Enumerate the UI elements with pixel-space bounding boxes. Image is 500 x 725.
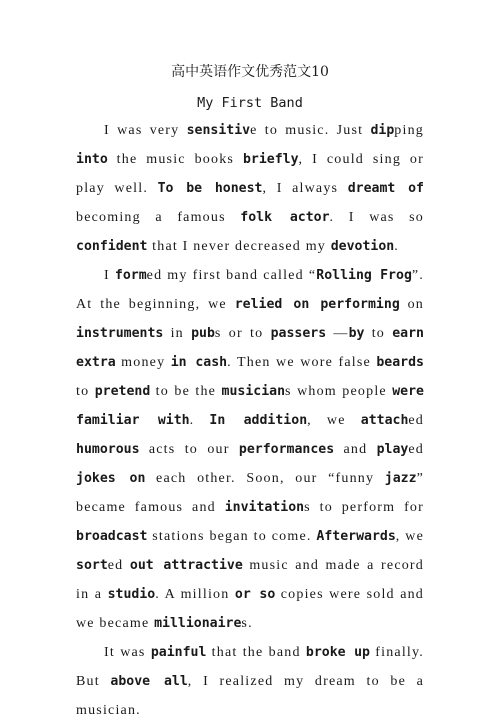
vocabulary-keyword: invitation <box>224 500 305 515</box>
vocabulary-keyword: or so <box>234 587 276 602</box>
essay-paragraph <box>76 116 424 261</box>
vocabulary-keyword: form <box>114 268 147 283</box>
vocabulary-keyword: sort <box>76 558 108 573</box>
vocabulary-keyword: devotion <box>330 239 395 254</box>
paragraph-text: money <box>115 355 171 370</box>
essay-paragraph <box>76 261 424 638</box>
vocabulary-keyword: above all <box>110 674 188 689</box>
paragraph-text: I <box>104 268 115 283</box>
vocabulary-keyword: jazz <box>384 471 417 486</box>
paragraph-text: to be the <box>150 384 222 399</box>
vocabulary-keyword: attach <box>360 413 409 428</box>
vocabulary-keyword: into <box>76 152 108 167</box>
paragraph-text: , we <box>307 413 361 428</box>
vocabulary-keyword: broke up <box>305 645 370 660</box>
paragraph-text: ed <box>408 413 425 428</box>
vocabulary-keyword: sensitiv <box>186 123 251 138</box>
document-title: 高中英语作文优秀范文10 <box>171 64 329 80</box>
paragraph-text: , I realized my dream to be a musician. <box>76 674 424 718</box>
vocabulary-keyword: were familiar with <box>76 384 424 428</box>
vocabulary-keyword: folk actor <box>240 210 330 225</box>
paragraph-text: s. <box>241 616 253 631</box>
vocabulary-keyword: millionaire <box>154 616 242 631</box>
paragraph-text: to <box>364 326 393 341</box>
vocabulary-keyword: beards <box>376 355 424 370</box>
vocabulary-keyword: briefly <box>242 152 299 167</box>
vocabulary-keyword: broadcast <box>76 529 148 544</box>
paragraph-text: e to music. Just <box>250 123 371 138</box>
vocabulary-keyword: by <box>348 326 365 341</box>
paragraph-text: on <box>399 297 425 312</box>
vocabulary-keyword: in cash <box>170 355 228 370</box>
paragraph-text: s to perform for <box>304 500 424 515</box>
vocabulary-keyword: Afterwards <box>316 529 396 544</box>
paragraph-text: s or to <box>214 326 271 341</box>
vocabulary-keyword: studio <box>107 587 156 602</box>
vocabulary-keyword: Rolling Frog <box>316 268 412 283</box>
paragraph-text: becoming a famous <box>76 210 241 225</box>
paragraph-text: I was very <box>104 123 187 138</box>
paragraph-text: , I always <box>262 181 348 196</box>
paragraph-text: and <box>334 442 377 457</box>
paragraph-text: , we <box>395 529 425 544</box>
paragraph-text: each other. Soon, our “funny <box>145 471 385 486</box>
paragraph-text: . A million <box>155 587 235 602</box>
paragraph-text: that the band <box>206 645 306 660</box>
vocabulary-keyword: humorous <box>76 442 140 457</box>
document-page <box>76 62 424 725</box>
paragraph-text: s whom people <box>285 384 393 399</box>
paragraph-text: stations began to come. <box>147 529 317 544</box>
vocabulary-keyword: dreamt of <box>347 181 424 196</box>
paragraph-text: , I could sing or play well. <box>76 152 424 196</box>
paragraph-text: copies were sold and we became <box>76 587 425 631</box>
paragraph-text: in <box>163 326 192 341</box>
paragraph-text: ed <box>408 442 424 457</box>
vocabulary-keyword: confident <box>76 239 148 254</box>
paragraph-text: It was <box>104 645 151 660</box>
vocabulary-keyword: earn extra <box>76 326 424 370</box>
vocabulary-keyword: out attractive <box>129 558 243 573</box>
paragraph-text: ”. At the beginning, we <box>76 268 425 312</box>
vocabulary-keyword: jokes on <box>76 471 146 486</box>
vocabulary-keyword: pretend <box>94 384 151 399</box>
vocabulary-keyword: instruments <box>76 326 164 341</box>
paragraph-text: . <box>189 413 210 428</box>
paragraph-text: . I was so <box>329 210 424 225</box>
paragraph-text: ping <box>394 123 424 138</box>
vocabulary-keyword: relied on performing <box>234 297 400 312</box>
paragraph-text: the music books <box>107 152 243 167</box>
vocabulary-keyword: In addition <box>209 413 308 428</box>
paragraph-text: — <box>326 326 349 341</box>
essay-paragraph <box>76 638 424 725</box>
vocabulary-keyword: performances <box>238 442 335 457</box>
paragraph-text: ed my first band called “ <box>146 268 317 283</box>
vocabulary-keyword: pub <box>191 326 215 341</box>
paragraph-text: ” became famous and <box>76 471 424 515</box>
vocabulary-keyword: musician <box>221 384 286 399</box>
vocabulary-keyword: play <box>376 442 409 457</box>
paragraph-text: that I never decreased my <box>147 239 331 254</box>
paragraph-text: acts to our <box>139 442 239 457</box>
essay-body <box>76 116 424 725</box>
vocabulary-keyword: dip <box>370 123 395 138</box>
paragraph-text: ed <box>107 558 130 573</box>
vocabulary-keyword: To be honest <box>157 181 263 196</box>
vocabulary-keyword: painful <box>150 645 207 660</box>
paragraph-text: to <box>76 384 95 399</box>
paragraph-text: finally. But <box>76 645 424 689</box>
paragraph-text: . Then we wore false <box>227 355 377 370</box>
paragraph-text: . <box>394 239 399 254</box>
essay-title: My First Band <box>197 95 303 111</box>
vocabulary-keyword: passers <box>270 326 327 341</box>
paragraph-text: music and made a record in a <box>76 558 424 602</box>
